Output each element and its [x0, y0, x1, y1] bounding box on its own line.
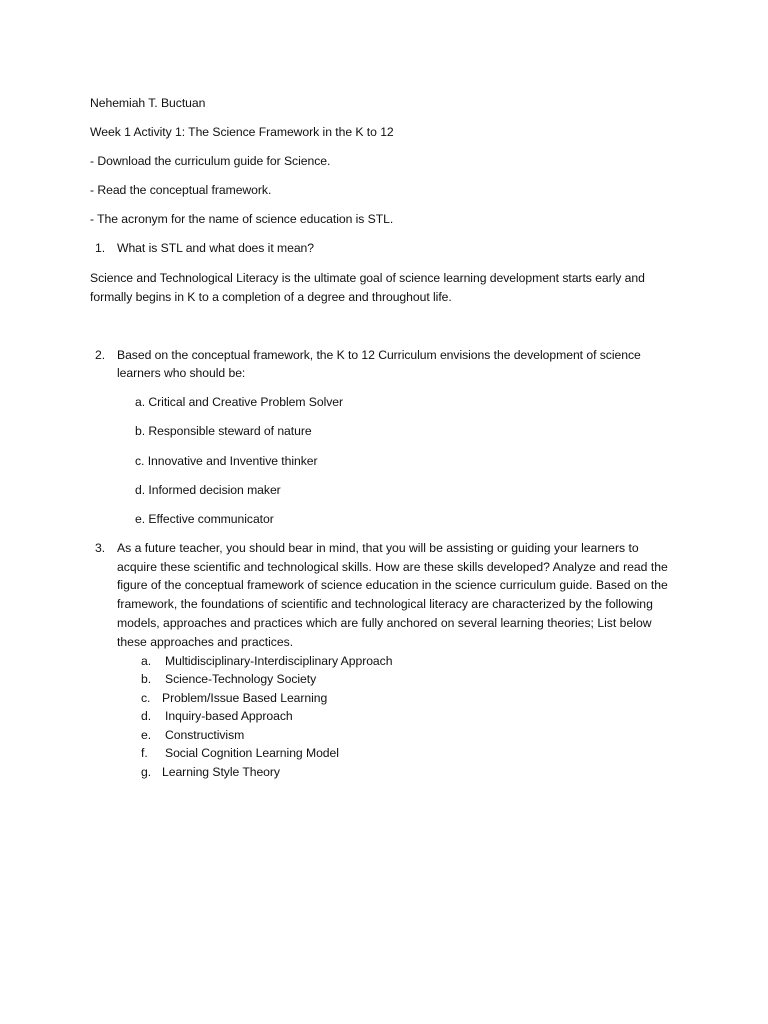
q3-list-item — [141, 670, 316, 688]
q3-item-text: Science-Technology Society — [165, 672, 317, 686]
q3-text: As a future teacher, you should bear in mind, that you will be assisting or guiding your learners to acquire these scientific and technological skills. How are these skills developed? Analyze and read the figure of the conceptual framework of science education in the science curriculum guide. Based on the framework, the foundations of scientific and technological literacy are characterized by the following models, approaches and practices which are fully anchored on several learning theories; List below these approaches and practices. — [117, 541, 668, 649]
q3-item-letter: b. — [141, 672, 152, 686]
q3-list-item — [141, 726, 244, 744]
q2-text-line2: learners who should be: — [117, 366, 246, 380]
q3-list-item — [141, 652, 392, 670]
q2-item: d. Informed decision maker — [135, 483, 281, 497]
q3-list-item — [141, 744, 339, 762]
q2-item: e. Effective communicator — [135, 512, 274, 526]
q3-item-text: Learning Style Theory — [162, 765, 280, 779]
q2-number: 2. — [95, 348, 106, 362]
q1-number: 1. — [95, 241, 106, 255]
q2-item: b. Responsible steward of nature — [135, 424, 312, 438]
q1-answer-line1: Science and Technological Literacy is the ultimate goal of science learning development starts early and — [90, 271, 645, 285]
author-name: Nehemiah T. Buctuan — [90, 96, 206, 110]
q3-list-item — [141, 707, 293, 725]
q3-item-text: Multidisciplinary-Interdisciplinary Approach — [165, 654, 393, 668]
q2-item: a. Critical and Creative Problem Solver — [135, 395, 344, 409]
q3-item-text: Inquiry-based Approach — [165, 709, 293, 723]
instruction-read: - Read the conceptual framework. — [90, 183, 272, 197]
q3-item-text: Problem/Issue Based Learning — [162, 691, 328, 705]
q1-text: What is STL and what does it mean? — [117, 241, 315, 255]
q3-item-letter: f. — [141, 746, 148, 760]
q3-list-item — [141, 763, 280, 781]
q1-answer-line2: formally begins in K to a completion of a degree and throughout life. — [90, 290, 452, 304]
q3-item-letter: a. — [141, 654, 152, 668]
q3-number: 3. — [95, 541, 106, 555]
q2-text-line1: Based on the conceptual framework, the K to 12 Curriculum envisions the development of science — [117, 348, 641, 362]
q2-item: c. Innovative and Inventive thinker — [135, 454, 318, 468]
instruction-download: - Download the curriculum guide for Science. — [90, 154, 331, 168]
q3-item-text: Constructivism — [165, 728, 245, 742]
instruction-acronym: - The acronym for the name of science education is STL. — [90, 212, 394, 226]
q3-list-item — [141, 689, 327, 707]
q3-item-letter: g. — [141, 765, 152, 779]
document-title: Week 1 Activity 1: The Science Framework in the K to 12 — [90, 125, 394, 139]
q3-item-letter: c. — [141, 691, 151, 705]
q3-item-text: Social Cognition Learning Model — [165, 746, 339, 760]
q3-item-letter: e. — [141, 728, 152, 742]
q3-item-letter: d. — [141, 709, 152, 723]
